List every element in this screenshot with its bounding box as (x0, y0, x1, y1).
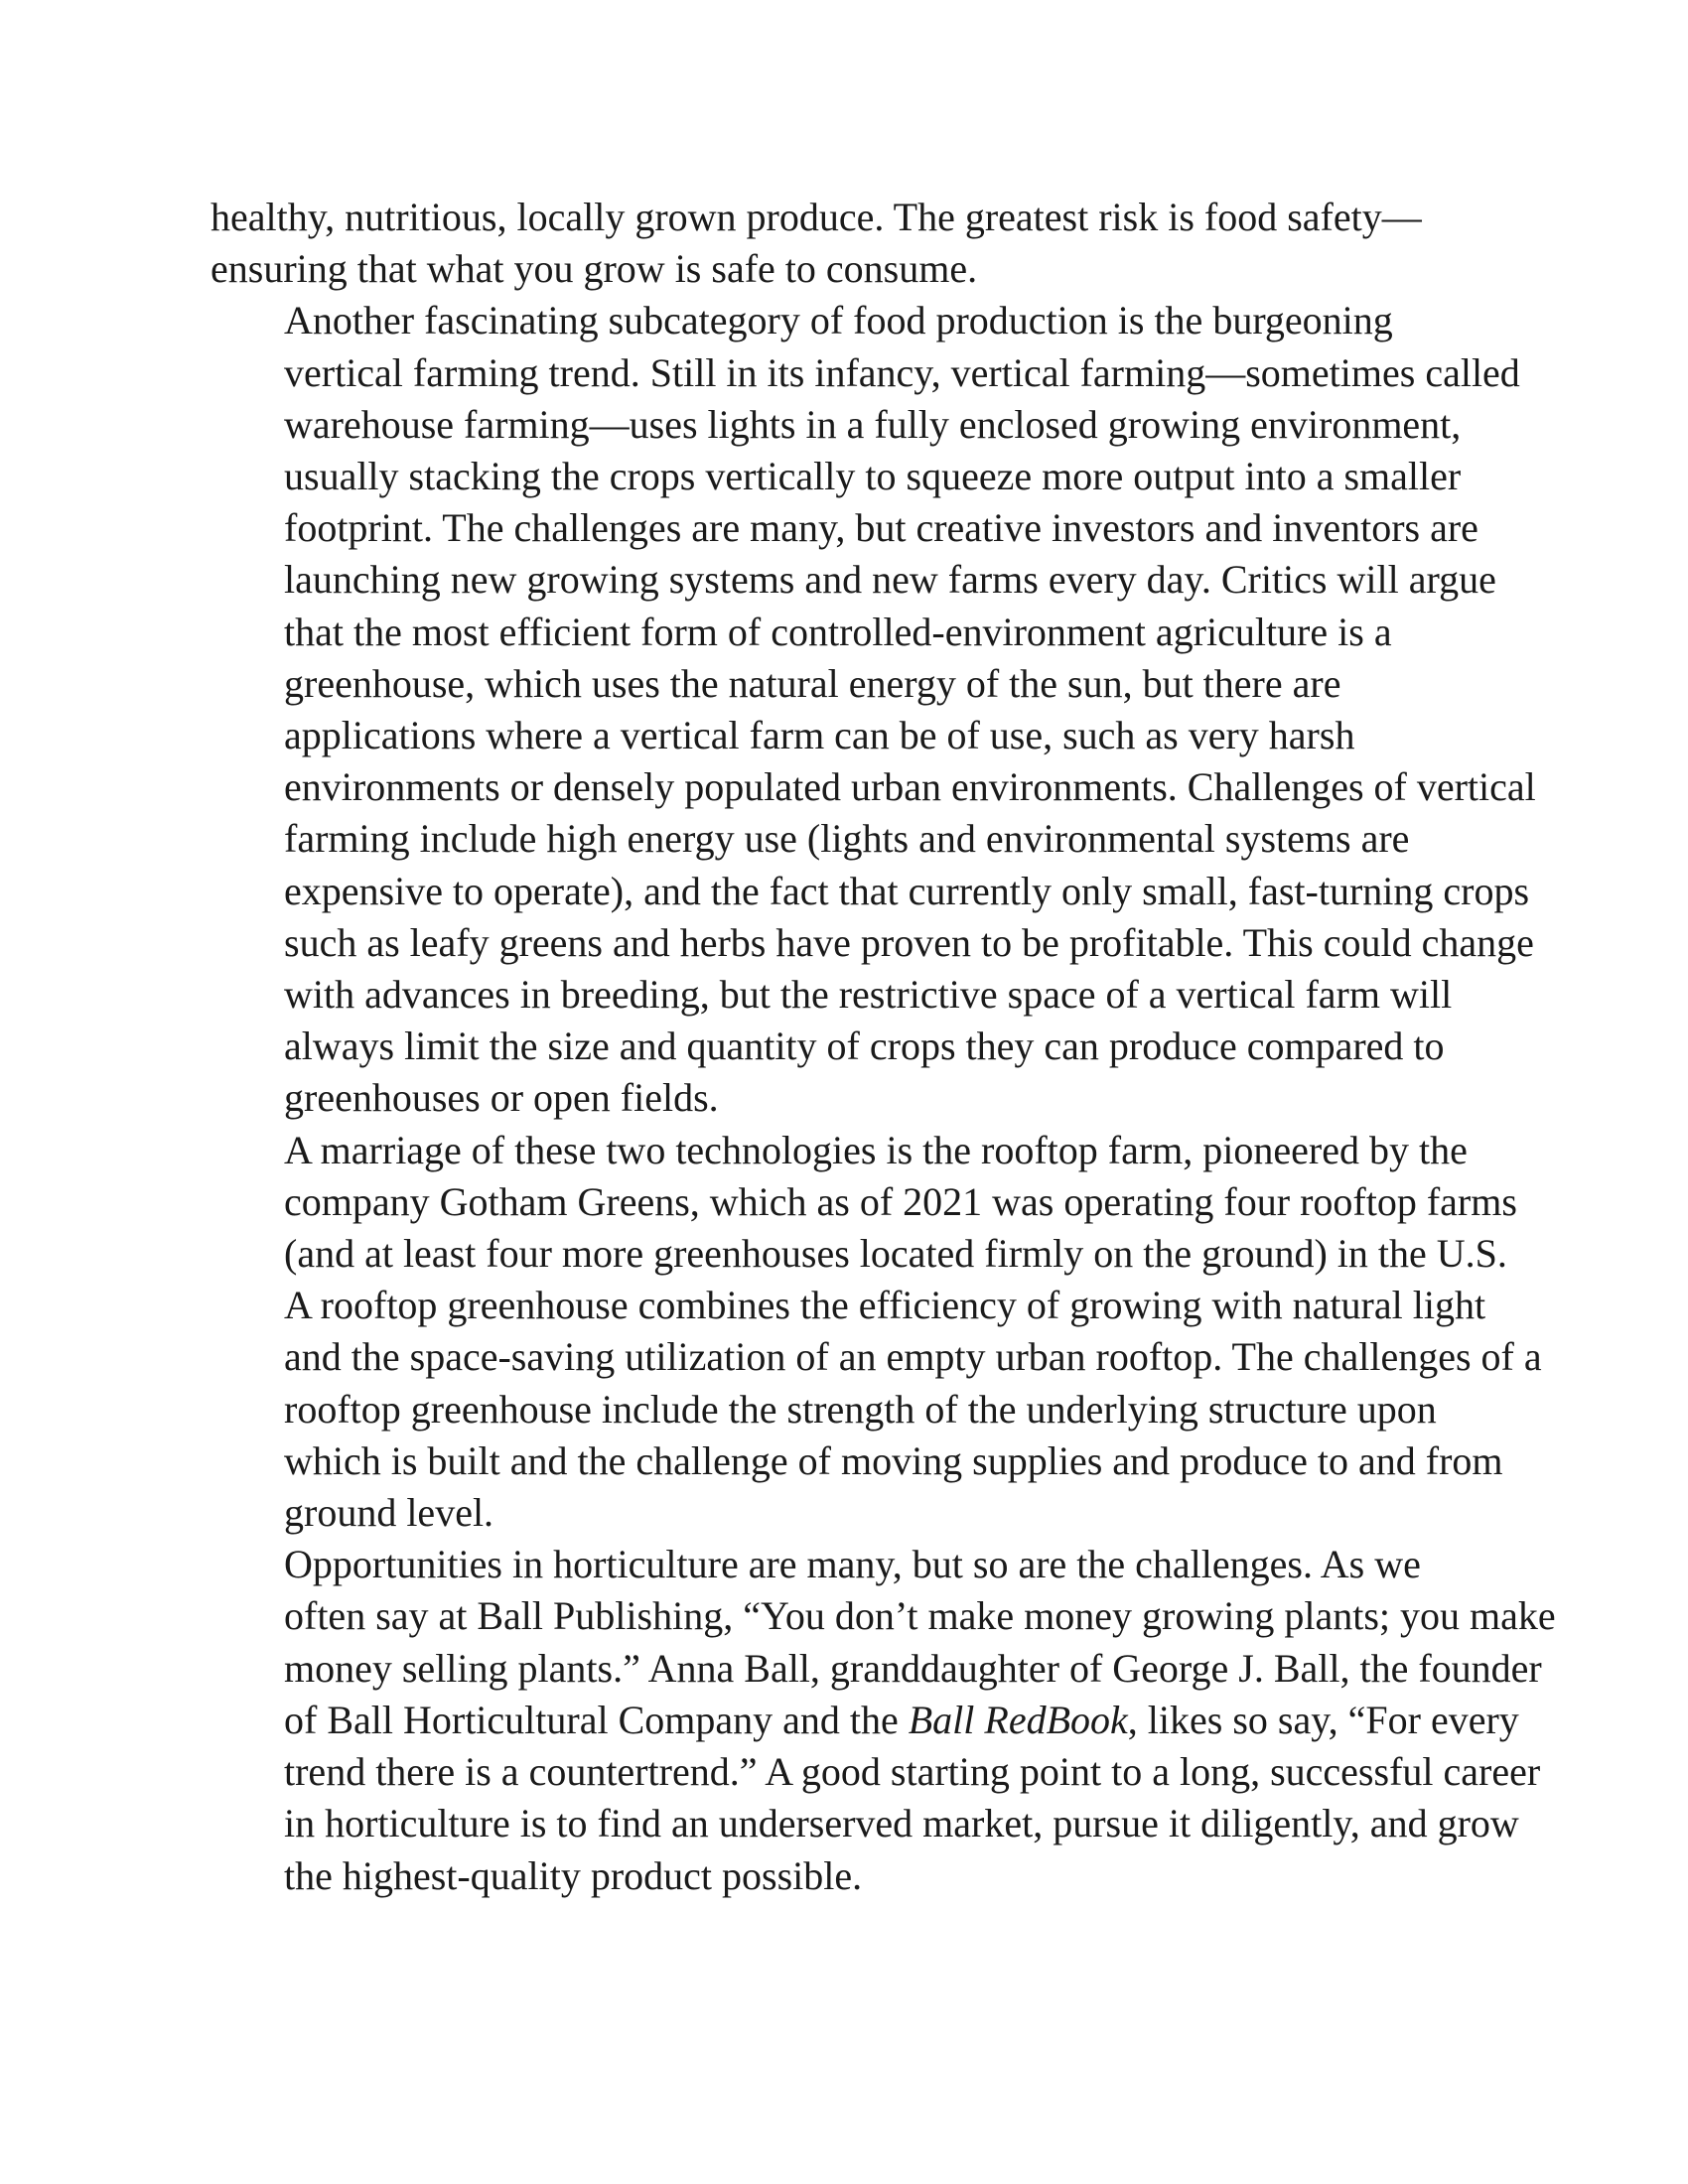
text-line: footprint. The challenges are many, but creative investors and inventors are (284, 505, 1478, 551)
book-title: Ball RedBook (908, 1697, 1128, 1742)
text-line: ensuring that what you grow is safe to consume. (211, 246, 978, 292)
text-line: greenhouse, which uses the natural energy of the sun, but there are (284, 660, 1341, 706)
text-line: greenhouses or open fields. (284, 1075, 719, 1121)
text-line: healthy, nutritious, locally grown produce. The greatest risk is food safety— (211, 195, 1422, 239)
text-line: environments or densely populated urban environments. Challenges of vertical (284, 764, 1536, 810)
text-line: in horticulture is to find an underserved market, pursue it diligently, and grow (284, 1801, 1519, 1846)
text-line: company Gotham Greens, which as of 2021 was operating four rooftop farms (284, 1178, 1517, 1224)
text-line: the highest-quality product possible. (284, 1852, 863, 1898)
text-segment: , likes so say, “For every (1127, 1697, 1519, 1742)
paragraph-1 (211, 192, 1491, 295)
text-line: and the space-saving utilization of an empty urban rooftop. The challenges of a (284, 1334, 1542, 1380)
text-line: (and at least four more greenhouses located firmly on the ground) in the U.S. (284, 1231, 1507, 1277)
text-line: usually stacking the crops vertically to squeeze more output into a smaller (284, 454, 1462, 499)
text-line: A marriage of these two technologies is the rooftop farm, pioneered by the (284, 1127, 1468, 1172)
body-text (211, 192, 1556, 1902)
text-line: often say at Ball Publishing, “You don’t make money growing plants; you make (284, 1593, 1556, 1639)
text-line: ground level. (284, 1490, 494, 1536)
text-line: such as leafy greens and herbs have proven to be profitable. This could change (284, 919, 1534, 965)
text-line: that the most efficient form of controlled-environment agriculture is a (284, 609, 1392, 654)
paragraph-3 (211, 1125, 1542, 1540)
text-line: rooftop greenhouse include the strength of the underlying structure upon (284, 1386, 1437, 1432)
text-line: Another fascinating subcategory of food production is the burgeoning (284, 298, 1393, 343)
text-line: launching new growing systems and new farms every day. Critics will argue (284, 557, 1496, 603)
text-line: which is built and the challenge of moving supplies and produce to and from (284, 1437, 1503, 1483)
text-line: with advances in breeding, but the restrictive space of a vertical farm will (284, 972, 1453, 1018)
text-line: always limit the size and quantity of crops they can produce compared to (284, 1024, 1445, 1069)
text-line-with-title (211, 1695, 1519, 1746)
text-line: trend there is a countertrend.” A good starting point to a long, successful career (284, 1749, 1541, 1795)
text-line: farming include high energy use (lights and environmental systems are (284, 816, 1410, 862)
paragraph-4 (211, 1539, 1556, 1901)
text-line: warehouse farming—uses lights in a fully enclosed growing environment, (284, 401, 1462, 447)
text-line: expensive to operate), and the fact that currently only small, fast-turning crops (284, 868, 1530, 913)
text-line: applications where a vertical farm can be of use, such as very harsh (284, 713, 1355, 758)
text-line: Opportunities in horticulture are many, but so are the challenges. As we (284, 1542, 1421, 1587)
text-line: A rooftop greenhouse combines the efficiency of growing with natural light (284, 1283, 1486, 1328)
text-line: money selling plants.” Anna Ball, granddaughter of George J. Ball, the founder (284, 1645, 1542, 1691)
text-segment: of Ball Horticultural Company and the (284, 1697, 909, 1742)
text-line: vertical farming trend. Still in its infancy, vertical farming—sometimes called (284, 349, 1520, 395)
paragraph-2 (211, 295, 1536, 1124)
